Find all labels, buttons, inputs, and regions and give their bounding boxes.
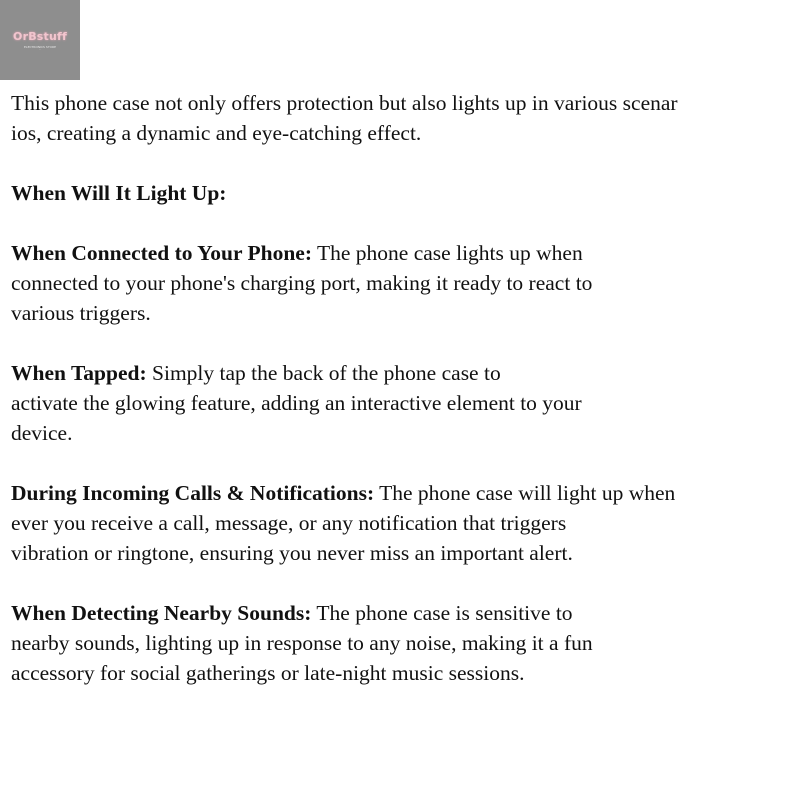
brand-logo <box>0 0 80 80</box>
feature-line: vibration or ringtone, ensuring you never miss an important alert. <box>11 541 573 565</box>
feature-text: The phone case is sensitive to <box>311 601 573 625</box>
brand-logo-subtitle-2: ··· <box>39 48 41 51</box>
feature-label: When Tapped: <box>11 361 147 385</box>
feature-first-line <box>11 478 796 508</box>
feature-label: During Incoming Calls & Notifications: <box>11 481 375 505</box>
intro-paragraph <box>11 88 796 148</box>
brand-logo-subtitle: ELECTRONICS STORE <box>24 44 56 49</box>
feature-first-line <box>11 358 796 388</box>
feature-first-line <box>11 598 796 628</box>
feature-nearby-sounds <box>11 598 796 688</box>
feature-line: various triggers. <box>11 301 151 325</box>
brand-logo-text: OrBstuff <box>13 29 67 43</box>
intro-line: ios, creating a dynamic and eye-catching effect. <box>11 121 422 145</box>
feature-line: ever you receive a call, message, or any notification that triggers <box>11 511 567 535</box>
feature-line: device. <box>11 421 73 445</box>
feature-label: When Connected to Your Phone: <box>11 241 313 265</box>
product-description <box>11 88 796 718</box>
feature-label: When Detecting Nearby Sounds: <box>11 601 312 625</box>
feature-first-line <box>11 238 796 268</box>
feature-text: Simply tap the back of the phone case to <box>146 361 501 385</box>
feature-connected <box>11 238 796 328</box>
feature-text: The phone case lights up when <box>312 241 583 265</box>
feature-tapped <box>11 358 796 448</box>
feature-line: connected to your phone's charging port, making it ready to react to <box>11 271 593 295</box>
section-heading: When Will It Light Up: <box>11 181 227 205</box>
feature-line: nearby sounds, lighting up in response to any noise, making it a fun <box>11 631 593 655</box>
intro-line: This phone case not only offers protection but also lights up in various scenar <box>11 91 678 115</box>
feature-text: The phone case will light up when <box>374 481 676 505</box>
feature-calls-notifications <box>11 478 796 568</box>
feature-line: activate the glowing feature, adding an interactive element to your <box>11 391 582 415</box>
feature-line: accessory for social gatherings or late-night music sessions. <box>11 661 525 685</box>
